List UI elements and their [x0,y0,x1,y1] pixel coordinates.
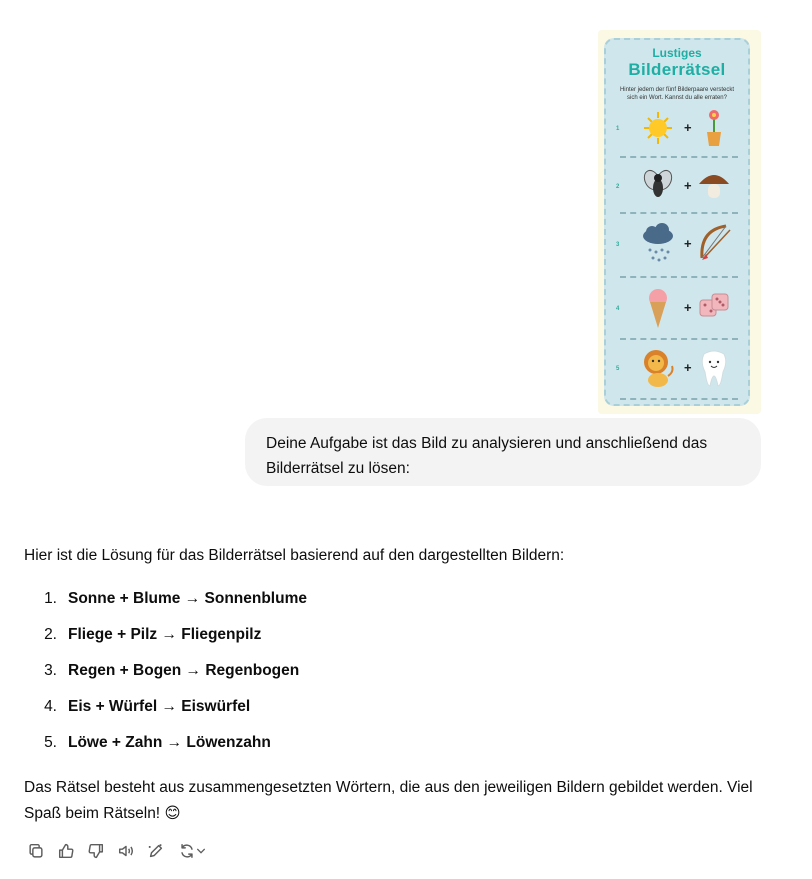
response-intro: Hier ist die Lösung für das Bilderrätsel basierend auf den dargestellten Bildern: [24,547,565,564]
thumbs-down-icon [87,842,105,860]
thumbs-up-icon [57,842,75,860]
fly-icon [640,164,676,208]
row-number: 1 [616,126,620,132]
plus-sign: + [684,236,692,251]
flower-pot-icon [696,106,732,150]
list-number: 3. [44,662,57,679]
regenerate-icon [178,842,196,860]
thumbs-down-button[interactable] [86,840,106,862]
puzzle-description: Hinter jedem der fünf Bilderpaare versteckt sich ein Wort. Kannst du alle erraten? [619,87,735,101]
read-aloud-button[interactable] [116,840,136,862]
lion-icon [640,346,676,390]
list-item [24,581,784,617]
row-divider [620,212,738,214]
read-aloud-icon [117,842,135,860]
plus-sign: + [684,120,692,135]
row-divider [620,398,738,400]
row-divider [620,156,738,158]
thumbs-up-button[interactable] [56,840,76,862]
solution-text: Sonne + Blume → Sonnenblume [68,590,307,607]
list-number: 2. [44,626,57,643]
dice-icon [696,286,732,330]
puzzle-image[interactable] [598,30,761,414]
edit-icon [147,842,165,860]
rain-cloud-icon [640,222,676,266]
tooth-icon [696,346,732,390]
puzzle-title-line1: Lustiges [652,46,702,60]
row-number: 2 [616,184,620,190]
puzzle-card [604,38,750,406]
response-outro: Das Rätsel besteht aus zusammengesetzten Wörtern, die aus den jeweiligen Bildern gebildet werden. Viel Spaß beim Rätseln! 😊 [24,779,753,822]
solution-text: Regen + Bogen → Regenbogen [68,662,300,679]
solution-text: Löwe + Zahn → Löwenzahn [68,734,271,751]
list-number: 5. [44,734,57,751]
ice-cream-icon [640,286,676,330]
message-action-bar [26,840,208,862]
puzzle-row-5 [606,346,748,402]
bow-arrow-icon [696,222,732,266]
solution-list [24,581,784,761]
plus-sign: + [684,178,692,193]
puzzle-title-line2: Bilderrätsel [628,60,726,79]
puzzle-row-3 [606,222,748,278]
assistant-response [24,545,784,827]
solution-text: Fliege + Pilz → Fliegenpilz [68,626,262,643]
puzzle-row-1 [606,106,748,162]
row-number: 3 [616,242,620,248]
plus-sign: + [684,300,692,315]
sun-icon [640,106,676,150]
copy-icon [27,842,45,860]
list-item [24,689,784,725]
solution-text: Eis + Würfel → Eiswürfel [68,698,251,715]
copy-button[interactable] [26,840,46,862]
edit-button[interactable] [146,840,166,862]
list-number: 4. [44,698,57,715]
mushroom-icon [696,164,732,208]
list-item [24,617,784,653]
row-divider [620,338,738,340]
puzzle-row-4 [606,286,748,342]
row-divider [620,276,738,278]
list-item [24,653,784,689]
plus-sign: + [684,360,692,375]
list-number: 1. [44,590,57,607]
regenerate-button[interactable] [176,840,208,862]
row-number: 4 [616,306,620,312]
row-number: 5 [616,366,620,372]
user-message-bubble: Deine Aufgabe ist das Bild zu analysieren und anschließend das Bilderrätsel zu lösen: [245,418,761,486]
list-item [24,725,784,761]
chevron-down-icon [196,842,206,860]
